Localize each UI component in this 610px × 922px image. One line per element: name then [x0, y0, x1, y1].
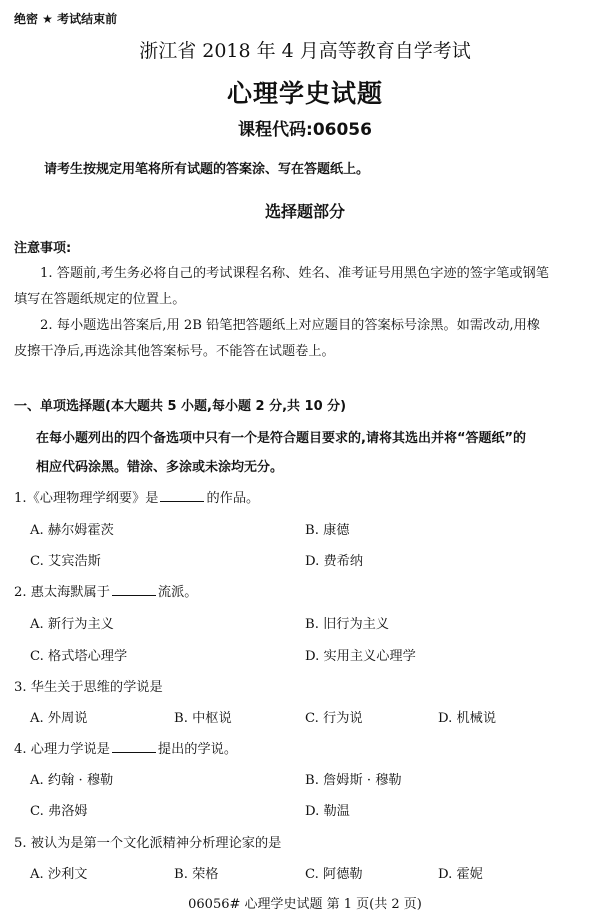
question-3-stem: 3. 华生关于思维的学说是	[14, 680, 163, 695]
question-5-option-b: B. 荣格	[174, 867, 219, 882]
question-3-option-a: A. 外周说	[30, 711, 88, 726]
question-3-option-c: C. 行为说	[305, 711, 363, 726]
question-3	[14, 676, 163, 695]
question-3-option-d: D. 机械说	[438, 711, 497, 726]
question-2	[14, 581, 197, 600]
question-1-option-d: D. 费希纳	[305, 554, 364, 569]
note-1-line-2: 填写在答题纸规定的位置上。	[14, 292, 186, 307]
confidential-mark: 绝密 ★ 考试结束前	[14, 12, 118, 26]
question-5-stem: 5. 被认为是第一个文化派精神分析理论家的是	[14, 836, 282, 851]
subject-title: 心理学史试题	[226, 79, 383, 108]
question-5-option-d: D. 霍妮	[438, 867, 483, 882]
question-1-option-a: A. 赫尔姆霍茨	[30, 523, 114, 538]
question-1-stem: 1.《心理物理学纲要》是	[14, 491, 159, 506]
question-5	[14, 832, 281, 851]
question-4	[14, 738, 237, 757]
question-5-option-c: C. 阿德勒	[305, 867, 363, 882]
answer-blank	[112, 583, 156, 596]
answer-blank	[160, 489, 204, 502]
question-2-stem: 2. 惠太海默属于	[14, 585, 110, 600]
question-1-option-c: C. 艾宾浩斯	[30, 554, 101, 569]
question-4-option-b: B. 詹姆斯 · 穆勒	[305, 773, 402, 788]
question-4-option-d: D. 勒温	[305, 804, 350, 819]
question-2-option-d: D. 实用主义心理学	[305, 649, 416, 664]
question-1-stem-end: 的作品。	[206, 491, 260, 506]
part1-instruction-line-1: 在每小题列出的四个备选项中只有一个是符合题目要求的,请将其选出并将“答题纸”的	[36, 431, 527, 446]
question-3-option-b: B. 中枢说	[174, 711, 232, 726]
question-2-stem-end: 流派。	[157, 585, 198, 600]
question-4-stem: 4. 心理力学说是	[14, 742, 110, 757]
question-1-option-b: B. 康德	[305, 523, 350, 538]
note-2-line-2: 皮擦干净后,再选涂其他答案标号。不能答在试题卷上。	[14, 344, 335, 359]
part1-instruction-line-2: 相应代码涂黑。错涂、多涂或未涂均无分。	[36, 460, 284, 475]
question-2-option-a: A. 新行为主义	[30, 617, 114, 632]
notes-heading: 注意事项:	[14, 241, 72, 256]
question-2-option-c: C. 格式塔心理学	[30, 649, 128, 664]
answer-instruction: 请考生按规定用笔将所有试题的答案涂、写在答题纸上。	[44, 162, 370, 177]
question-4-option-a: A. 约翰 · 穆勒	[30, 773, 114, 788]
answer-blank	[112, 740, 156, 753]
part1-heading: 一、单项选择题(本大题共 5 小题,每小题 2 分,共 10 分)	[14, 399, 347, 414]
exam-title: 浙江省 2018 年 4 月高等教育自学考试	[139, 40, 471, 62]
question-5-option-a: A. 沙利文	[30, 867, 88, 882]
course-code: 课程代码:06056	[238, 120, 372, 140]
question-4-option-c: C. 弗洛姆	[30, 804, 88, 819]
question-4-stem-end: 提出的学说。	[157, 742, 238, 757]
page-footer: 06056# 心理学史试题 第 1 页(共 2 页)	[188, 897, 422, 912]
question-1	[14, 487, 259, 506]
note-2-line-1: 2. 每小题选出答案后,用 2B 铅笔把答题纸上对应题目的答案标号涂黑。如需改动,用橡	[40, 318, 540, 333]
note-1-line-1: 1. 答题前,考生务必将自己的考试课程名称、姓名、准考证号用黑色字迹的签字笔或钢笔	[40, 266, 549, 281]
section-title: 选择题部分	[264, 202, 345, 221]
question-2-option-b: B. 旧行为主义	[305, 617, 390, 632]
